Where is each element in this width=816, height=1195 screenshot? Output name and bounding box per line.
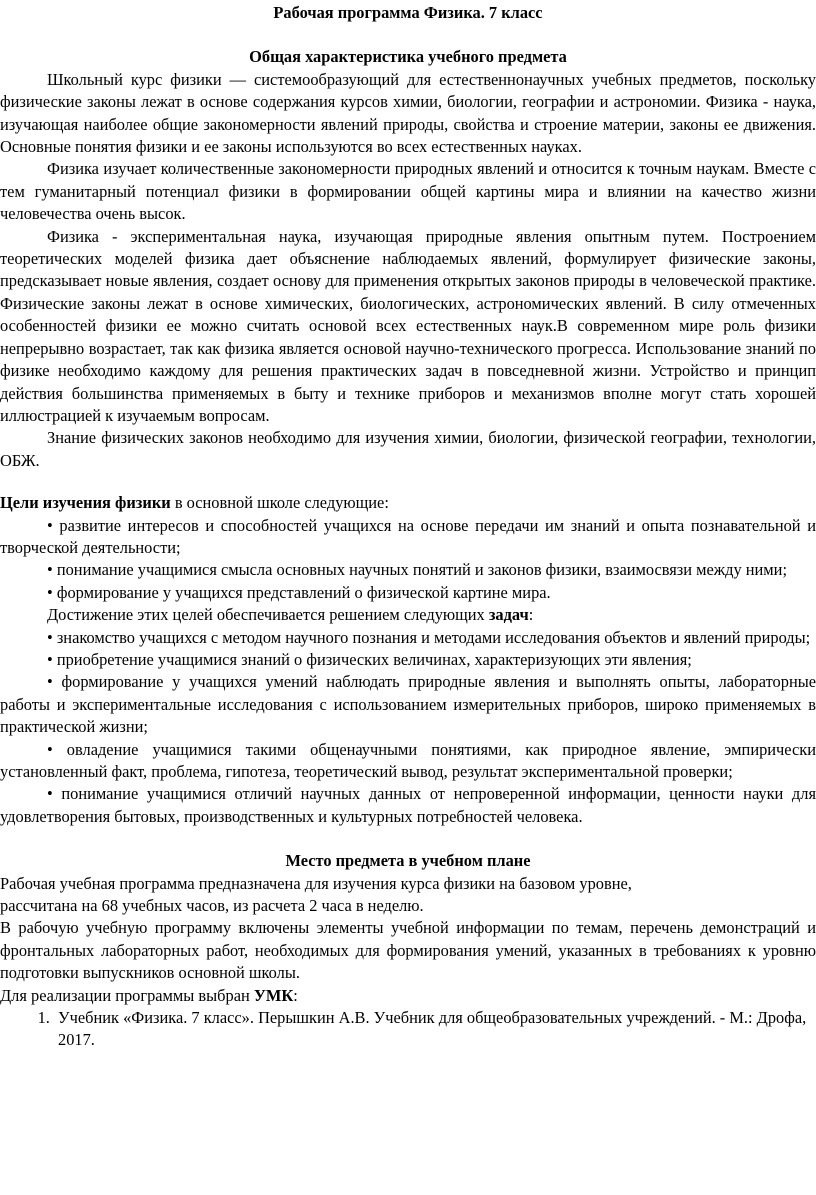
umk-list (0, 1007, 816, 1052)
goal-item: • развитие интересов и способностей учащихся на основе передачи им знаний и опыта познавательной и творческой деятельности; (0, 515, 816, 557)
task-item: • приобретение учащимися знаний о физических величинах, характеризующих эти явления; (47, 649, 692, 669)
goals-title-line (0, 492, 816, 514)
paragraph-experimental: Физика - экспериментальная наука, изучающая природные явления опытным путем. Построением теоретических моделей физика дает объяснение наблюдаемых явлений, формулирует физические законы, предсказывает новые явления, создает основу для применения открытых законов природы в человеческой практике. Физические законы лежат в основе химических, биологических, астрономических явлений. В силу отмеченных особенностей физики ее можно считать основой всех естественных наук.В современном мире роль физики непрерывно возрастает, так как физика является основой научно-технического прогресса. Использование знаний по физике необходимо каждому для решения практических задач в повседневной жизни. Устройство и принцип действия большинства применяемых в быту и технике приборов и механизмов вполне могут стать хорошей иллюстрацией к изучаемым вопросам. (0, 226, 816, 425)
umk-intro-line (0, 985, 816, 1007)
document-title: Рабочая программа Физика. 7 класс (273, 3, 543, 22)
umk-list-item: 1. Учебник «Физика. 7 класс». Перышкин А.В. Учебник для общеобразовательных учреждений. - М.: Дрофа, 2017. (54, 1007, 816, 1052)
spacer (0, 24, 816, 46)
tasks-intro-line (0, 604, 816, 626)
tasks-colon: : (528, 605, 534, 625)
goals-title: Цели изучения физики (0, 493, 171, 513)
goal-item: • формирование у учащихся представлений о физической картине мира. (47, 582, 551, 602)
goal-item: • понимание учащимися смысла основных научных понятий и законов физики, взаимосвязи между ними; (47, 560, 787, 580)
tasks-intro: Достижение этих целей обеспечивается решением следующих (47, 605, 489, 625)
program-line-2: рассчитана на 68 учебных часов, из расчета 2 часа в неделю. (0, 896, 424, 916)
umk-colon: : (293, 985, 298, 1005)
paragraph-intro: Школьный курс физики — системообразующий для естественнонаучных учебных предметов, поскольку физические законы лежат в основе содержания курсов химии, биологии, географии и астрономии. Физика - наука, изучающая наиболее общие закономерности явлений природы, свойства и строение материи, законы ее движения. Основные понятия физики и ее законы используются во всех естественных науках. (0, 69, 816, 157)
program-paragraph: В рабочую учебную программу включены элементы учебной информации по темам, перечень демонстраций и фронтальных лабораторных работ, необходимых для формирования умений, указанных в требованиях к уровню подготовки выпускников основной школы. (0, 918, 816, 983)
paragraph-quantitative: Физика изучает количественные закономерности природных явлений и относится к точным наукам. Вместе с тем гуманитарный потенциал физики в формировании общей картины мира и влиянии на качество жизни человечества очень высок. (0, 159, 816, 224)
program-line-1: Рабочая учебная программа предназначена для изучения курса физики на базовом уровне, (0, 873, 632, 893)
task-item: • овладение учащимися такими общенаучными понятиями, как природное явление, эмпирически установленный факт, проблема, гипотеза, теоретический вывод, результат экспериментальной проверки; (0, 739, 816, 781)
task-item: • формирование у учащихся умений наблюдать природные явления и выполнять опыты, лабораторные работы и экспериментальные исследования с использованием измерительных приборов, широко применяемых в практической жизни; (0, 672, 816, 737)
umk-intro: Для реализации программы выбран (0, 985, 254, 1005)
section-heading-place: Место предмета в учебном плане (285, 851, 531, 871)
goals-title-rest: в основной школе следующие: (170, 493, 389, 513)
spacer (0, 828, 816, 850)
umk-word: УМК (253, 985, 294, 1005)
paragraph-knowledge: Знание физических законов необходимо для изучения химии, биологии, физической географии, технологии, ОБЖ. (0, 428, 816, 470)
spacer (0, 472, 816, 492)
section-heading-characteristics: Общая характеристика учебного предмета (249, 47, 567, 67)
task-item: • понимание учащимися отличий научных данных от непроверенной информации, ценности науки для удовлетворения бытовых, производственных и культурных потребностей человека. (0, 784, 816, 826)
tasks-word: задач (488, 605, 529, 625)
task-item: • знакомство учащихся с методом научного познания и методами исследования объектов и явлений природы; (47, 627, 811, 647)
